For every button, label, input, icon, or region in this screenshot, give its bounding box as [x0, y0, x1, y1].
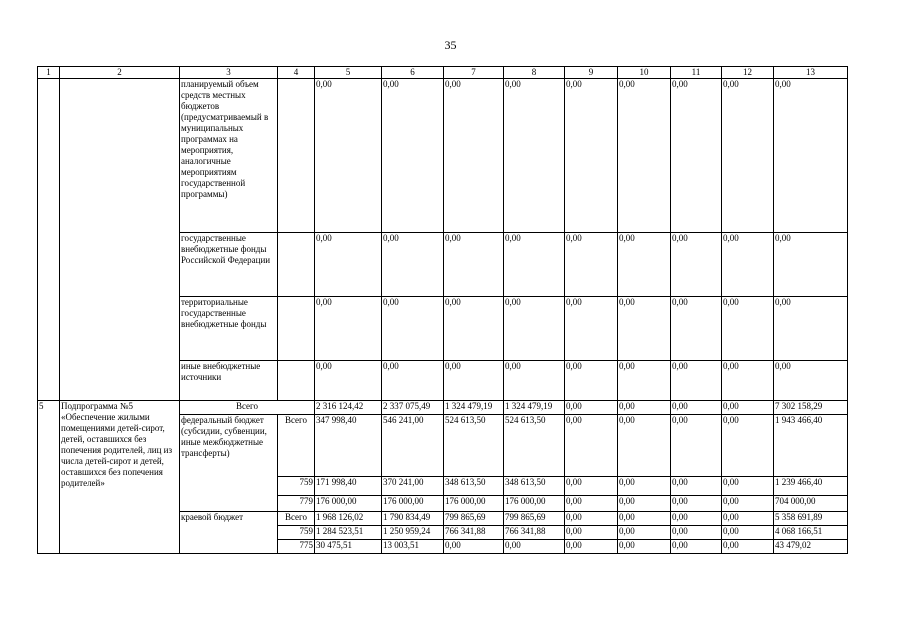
amount-cell: 370 241,00 [382, 477, 444, 496]
amount-cell: 0,00 [618, 361, 671, 401]
amount-cell: 0,00 [618, 540, 671, 554]
code-cell: 775 [278, 540, 315, 554]
amount-cell: 704 000,00 [774, 496, 848, 512]
amount-cell: 0,00 [618, 496, 671, 512]
column-number: 13 [774, 67, 848, 79]
amount-cell: 0,00 [671, 512, 722, 526]
funding-source: территориальные государственные внебюджетные фонды [180, 297, 278, 361]
program-name-cell [60, 79, 180, 401]
amount-cell: 0,00 [444, 361, 504, 401]
amount-cell: 0,00 [382, 361, 444, 401]
column-number: 1 [38, 67, 60, 79]
amount-cell: 0,00 [504, 361, 565, 401]
amount-cell: 0,00 [565, 361, 618, 401]
amount-cell: 0,00 [774, 233, 848, 297]
amount-cell: 1 239 466,40 [774, 477, 848, 496]
amount-cell: 347 998,40 [315, 415, 382, 477]
amount-cell: 0,00 [444, 540, 504, 554]
amount-cell: 0,00 [671, 79, 722, 233]
code-cell [278, 361, 315, 401]
amount-cell: 0,00 [618, 401, 671, 415]
code-cell [278, 233, 315, 297]
amount-cell: 0,00 [671, 401, 722, 415]
amount-cell: 1 943 466,40 [774, 415, 848, 477]
amount-cell: 0,00 [671, 540, 722, 554]
amount-cell: 0,00 [618, 79, 671, 233]
amount-cell: 799 865,69 [504, 512, 565, 526]
code-cell: Всего [278, 415, 315, 477]
column-number: 5 [315, 67, 382, 79]
amount-cell: 0,00 [504, 297, 565, 361]
amount-cell: 4 068 166,51 [774, 526, 848, 540]
amount-cell: 546 241,00 [382, 415, 444, 477]
amount-cell: 0,00 [671, 477, 722, 496]
column-number: 9 [565, 67, 618, 79]
amount-cell: 0,00 [722, 415, 774, 477]
amount-cell: 0,00 [671, 233, 722, 297]
amount-cell: 0,00 [722, 540, 774, 554]
column-number: 11 [671, 67, 722, 79]
funding-source: планируемый объем средств местных бюджетов (предусматриваемый в муниципальных программах на мероприятия, аналогичные мероприятиям государственной программы) [180, 79, 278, 233]
amount-cell: 0,00 [565, 297, 618, 361]
amount-cell: 0,00 [315, 361, 382, 401]
amount-cell: 5 358 691,89 [774, 512, 848, 526]
funding-source: федеральный бюджет (субсидии, субвенции, иные межбюджетные трансферты) [180, 415, 278, 512]
amount-cell: 0,00 [671, 496, 722, 512]
amount-cell: 0,00 [504, 79, 565, 233]
amount-cell: 13 003,51 [382, 540, 444, 554]
page-number: 35 [444, 38, 457, 52]
amount-cell: 348 613,50 [504, 477, 565, 496]
column-number: 7 [444, 67, 504, 79]
amount-cell: 2 337 075,49 [382, 401, 444, 415]
amount-cell: 0,00 [774, 361, 848, 401]
amount-cell: 0,00 [774, 297, 848, 361]
amount-cell: 766 341,88 [504, 526, 565, 540]
column-number: 6 [382, 67, 444, 79]
amount-cell: 0,00 [444, 233, 504, 297]
amount-cell: 0,00 [722, 233, 774, 297]
column-number: 2 [60, 67, 180, 79]
amount-cell: 0,00 [671, 297, 722, 361]
amount-cell: 766 341,88 [444, 526, 504, 540]
amount-cell: 176 000,00 [444, 496, 504, 512]
budget-table [37, 66, 848, 554]
amount-cell: 1 790 834,49 [382, 512, 444, 526]
amount-cell: 0,00 [444, 79, 504, 233]
amount-cell: 7 302 158,29 [774, 401, 848, 415]
amount-cell: 0,00 [618, 477, 671, 496]
amount-cell: 0,00 [722, 361, 774, 401]
column-number: 12 [722, 67, 774, 79]
column-number-row [38, 67, 848, 79]
amount-cell: 1 250 959,24 [382, 526, 444, 540]
amount-cell: 0,00 [382, 79, 444, 233]
funding-source: иные внебюджетные источники [180, 361, 278, 401]
amount-cell: 0,00 [618, 526, 671, 540]
amount-cell: 0,00 [504, 540, 565, 554]
amount-cell: 0,00 [382, 233, 444, 297]
amount-cell: 0,00 [618, 512, 671, 526]
amount-cell: 176 000,00 [382, 496, 444, 512]
table-row [38, 79, 848, 233]
amount-cell: 0,00 [565, 401, 618, 415]
amount-cell: 1 324 479,19 [444, 401, 504, 415]
amount-cell: 0,00 [315, 297, 382, 361]
amount-cell: 0,00 [565, 512, 618, 526]
amount-cell: 0,00 [671, 415, 722, 477]
subprogram-name: Подпрограмма №5 «Обеспечение жилыми помещениями детей-сирот, детей, оставшихся без попечения родителей, лиц из числа детей-сирот и детей, оставшихся без попечения родителей» [60, 401, 180, 554]
amount-cell: 0,00 [722, 526, 774, 540]
amount-cell: 1 968 126,02 [315, 512, 382, 526]
amount-cell: 799 865,69 [444, 512, 504, 526]
amount-cell: 0,00 [565, 540, 618, 554]
code-cell: 759 [278, 477, 315, 496]
amount-cell: 0,00 [722, 477, 774, 496]
amount-cell: 0,00 [565, 415, 618, 477]
code-cell [278, 79, 315, 233]
amount-cell: 0,00 [565, 496, 618, 512]
column-number: 10 [618, 67, 671, 79]
amount-cell: 0,00 [444, 297, 504, 361]
amount-cell: 0,00 [671, 526, 722, 540]
column-number: 8 [504, 67, 565, 79]
amount-cell: 0,00 [315, 79, 382, 233]
amount-cell: 524 613,50 [444, 415, 504, 477]
subprogram-total-row [38, 401, 848, 415]
amount-cell: 2 316 124,42 [315, 401, 382, 415]
amount-cell: 524 613,50 [504, 415, 565, 477]
total-label: Всего [180, 401, 315, 415]
amount-cell: 0,00 [774, 79, 848, 233]
amount-cell: 0,00 [722, 297, 774, 361]
row-number-cell [38, 79, 60, 401]
code-cell: 779 [278, 496, 315, 512]
amount-cell: 348 613,50 [444, 477, 504, 496]
column-number: 4 [278, 67, 315, 79]
amount-cell: 0,00 [618, 233, 671, 297]
amount-cell: 0,00 [722, 496, 774, 512]
amount-cell: 30 475,51 [315, 540, 382, 554]
amount-cell: 0,00 [315, 233, 382, 297]
code-cell: Всего [278, 512, 315, 526]
amount-cell: 176 000,00 [504, 496, 565, 512]
row-number-cell: 5 [38, 401, 60, 554]
amount-cell: 176 000,00 [315, 496, 382, 512]
amount-cell: 0,00 [504, 233, 565, 297]
amount-cell: 1 284 523,51 [315, 526, 382, 540]
amount-cell: 0,00 [722, 512, 774, 526]
amount-cell: 0,00 [565, 477, 618, 496]
amount-cell: 0,00 [722, 79, 774, 233]
funding-source: краевой бюджет [180, 512, 278, 554]
amount-cell: 0,00 [565, 526, 618, 540]
amount-cell: 0,00 [722, 401, 774, 415]
amount-cell: 43 479,02 [774, 540, 848, 554]
amount-cell: 0,00 [618, 297, 671, 361]
amount-cell: 1 324 479,19 [504, 401, 565, 415]
code-cell [278, 297, 315, 361]
amount-cell: 0,00 [382, 297, 444, 361]
amount-cell: 171 998,40 [315, 477, 382, 496]
column-number: 3 [180, 67, 278, 79]
amount-cell: 0,00 [671, 361, 722, 401]
amount-cell: 0,00 [565, 233, 618, 297]
amount-cell: 0,00 [565, 79, 618, 233]
amount-cell: 0,00 [618, 415, 671, 477]
code-cell: 759 [278, 526, 315, 540]
funding-source: государственные внебюджетные фонды Российской Федерации [180, 233, 278, 297]
